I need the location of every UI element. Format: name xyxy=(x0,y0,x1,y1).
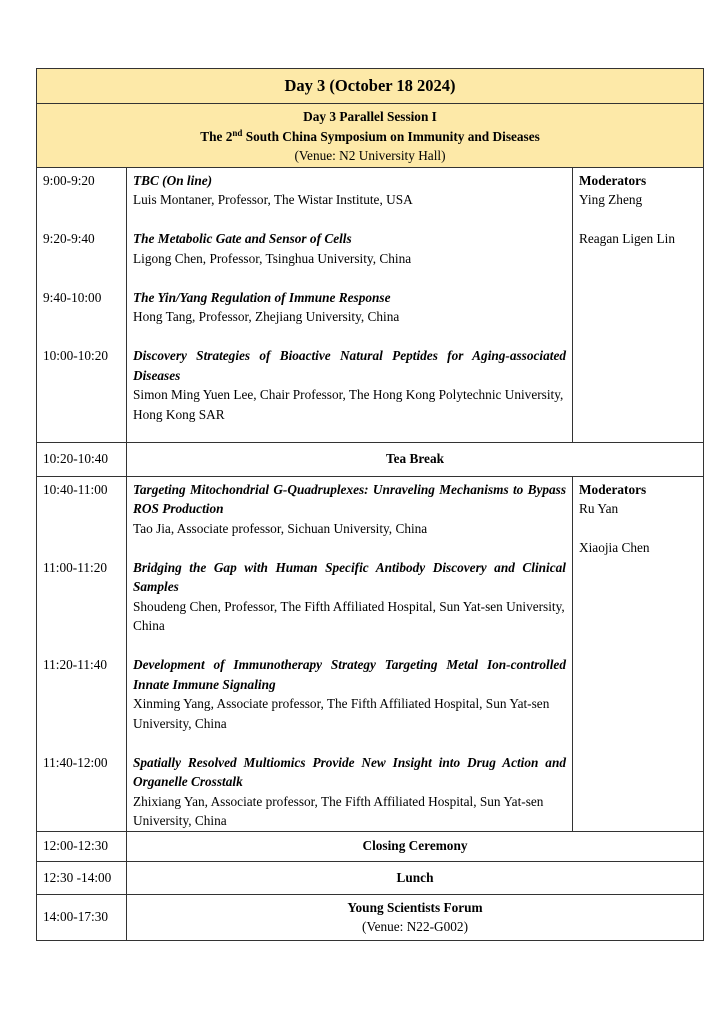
session-name: Day 3 Parallel Session I xyxy=(303,109,437,124)
talk-title: The Yin/Yang Regulation of Immune Response xyxy=(133,289,391,305)
talk-speaker: Xinming Yang, Associate professor, The Fifth Affiliated Hospital, Sun Yat-sen University, China xyxy=(133,696,550,731)
talk-title: Spatially Resolved Multiomics Provide New Insight into Drug Action and Organelle Crosstalk xyxy=(133,754,566,789)
forum-cell xyxy=(127,894,704,940)
time-slot: 11:00-11:20 xyxy=(43,559,108,575)
moderator-name: Reagan Ligen Lin xyxy=(579,231,675,246)
talk-speaker: Luis Montaner, Professor, The Wistar Institute, USA xyxy=(133,192,413,207)
symposium-title xyxy=(37,127,703,147)
talk-block-2 xyxy=(37,476,704,831)
talk-speaker: Zhixiang Yan, Associate professor, The Fifth Affiliated Hospital, Sun Yat-sen University, China xyxy=(133,793,544,828)
talk-speaker: Ligong Chen, Professor, Tsinghua University, China xyxy=(133,250,412,266)
symposium-title-sup: nd xyxy=(232,127,243,138)
lunch-row xyxy=(37,861,704,894)
time-slot: 9:20-9:40 xyxy=(43,231,95,246)
time-slot: 11:20-11:40 xyxy=(43,657,108,672)
lunch-time: 12:30 -14:00 xyxy=(37,861,127,894)
time-slot: 9:40-10:00 xyxy=(43,289,102,305)
closing-row xyxy=(37,831,704,861)
moderators-label: Moderators xyxy=(579,172,647,188)
session-header xyxy=(37,104,704,168)
moderators-column-2 xyxy=(573,476,704,831)
time-slot: 10:00-10:20 xyxy=(43,348,109,363)
time-column-2 xyxy=(37,476,127,831)
moderator-name: Ru Yan xyxy=(579,501,619,516)
talks-column-1 xyxy=(127,167,573,442)
symposium-title-pre: The 2 xyxy=(200,128,233,144)
talk-title: Targeting Mitochondrial G-Quadruplexes: Unraveling Mechanisms to Bypass ROS Production xyxy=(133,481,566,516)
tea-break-label: Tea Break xyxy=(127,442,704,476)
schedule-page xyxy=(36,68,703,941)
talk-block-1 xyxy=(37,167,704,442)
moderator-name: Ying Zheng xyxy=(579,192,643,207)
talk-speaker: Shoudeng Chen, Professor, The Fifth Affiliated Hospital, Sun Yat-sen University, China xyxy=(133,598,565,633)
forum-time: 14:00-17:30 xyxy=(37,894,127,940)
session-venue: (Venue: N2 University Hall) xyxy=(294,148,446,163)
talk-title: Development of Immunotherapy Strategy Targeting Metal Ion-controlled Innate Immune Signaling xyxy=(133,657,566,692)
talks-column-2 xyxy=(127,476,573,831)
day-title: Day 3 (October 18 2024) xyxy=(37,69,704,104)
time-slot: 10:40-11:00 xyxy=(43,481,108,497)
symposium-title-post: South China Symposium on Immunity and Diseases xyxy=(242,128,540,144)
closing-time: 12:00-12:30 xyxy=(37,831,127,861)
moderators-label: Moderators xyxy=(579,481,647,497)
time-slot: 11:40-12:00 xyxy=(43,754,108,770)
talk-title: Discovery Strategies of Bioactive Natural Peptides for Aging-associated Diseases xyxy=(133,348,566,383)
forum-row xyxy=(37,894,704,940)
talk-title: The Metabolic Gate and Sensor of Cells xyxy=(133,231,352,246)
moderators-column-1 xyxy=(573,167,704,442)
session-header-row xyxy=(37,104,704,168)
moderator-name: Xiaojia Chen xyxy=(579,540,650,555)
lunch-label: Lunch xyxy=(127,861,704,894)
day-header-row xyxy=(37,69,704,104)
forum-venue: (Venue: N22-G002) xyxy=(362,919,468,934)
talk-speaker: Simon Ming Yuen Lee, Chair Professor, The Hong Kong Polytechnic University, Hong Kong SAR xyxy=(133,387,564,422)
schedule-table xyxy=(36,68,704,941)
talk-speaker: Tao Jia, Associate professor, Sichuan University, China xyxy=(133,520,428,536)
time-slot: 9:00-9:20 xyxy=(43,172,95,188)
talk-speaker: Hong Tang, Professor, Zhejiang University, China xyxy=(133,309,400,324)
forum-label: Young Scientists Forum xyxy=(347,899,483,915)
talk-title: Bridging the Gap with Human Specific Antibody Discovery and Clinical Samples xyxy=(133,559,566,594)
talk-title: TBC (On line) xyxy=(133,172,213,188)
tea-break-row xyxy=(37,442,704,476)
closing-label: Closing Ceremony xyxy=(127,831,704,861)
time-column-1 xyxy=(37,167,127,442)
tea-break-time: 10:20-10:40 xyxy=(37,442,127,476)
